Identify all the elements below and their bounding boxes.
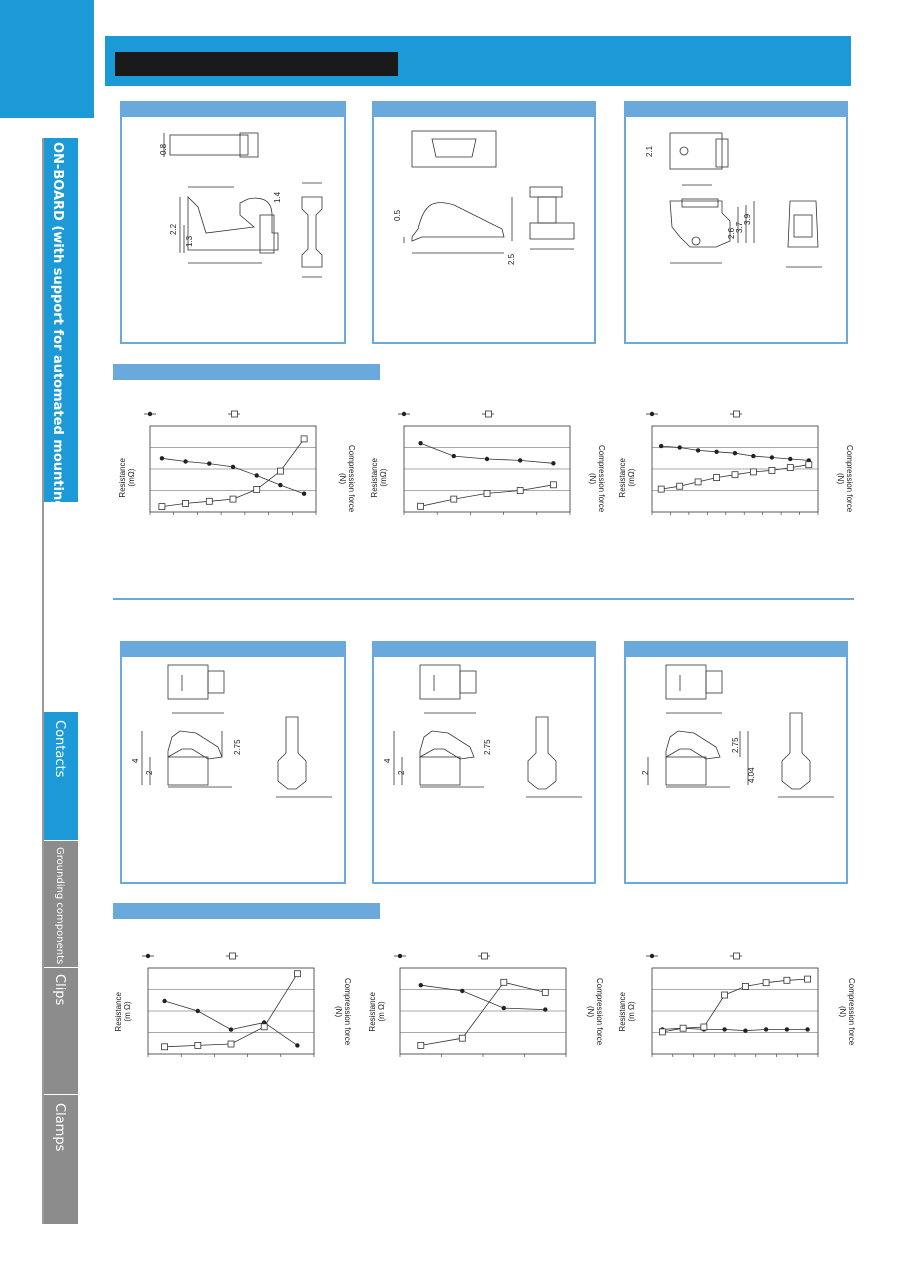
resistance-point [295,1043,299,1047]
resistance-point [751,454,755,458]
resistance-point [162,999,166,1003]
chart-legend [144,411,240,417]
dim-label: 2 [145,770,154,775]
force-point [722,992,728,998]
dim-label: 3.9 [743,213,752,225]
dim-label: 2.1 [645,145,654,157]
sidebar-tab-label: Clamps [52,1103,67,1152]
resistance-point [196,1009,200,1013]
drawing-panel-2 [372,101,596,344]
legend-marker-force [734,953,740,959]
force-axis-label: Compression force (N) [838,978,856,1046]
resistance-point [788,457,792,461]
resistance-point [659,444,663,448]
dimension-drawing-2 [374,117,594,342]
force-axis-label: Compression force (N) [334,978,352,1046]
resistance-point [485,457,489,461]
resistance-axis-label: Resistance (m Ω) [114,992,132,1032]
legend-marker-resistance [148,412,152,416]
sidebar-tab-label: Clips [52,974,67,1006]
legend-marker-resistance [398,954,402,958]
dim-label: 2.6 [727,227,736,239]
section-bar-characteristics-1 [113,364,380,380]
force-point [484,490,490,496]
legend-marker-resistance [650,954,654,958]
dim-label: 2.5 [507,253,516,265]
sidebar-main-label: ON-BOARD (with support for automated mounting) [50,142,65,516]
dim-label: 1.4 [273,191,282,203]
force-line [421,982,546,1045]
drawing-panel-1 [120,101,346,344]
force-point [230,496,236,502]
resistance-point [418,441,422,445]
dim-label: 2 [641,770,650,775]
resistance-axis-label: Resistance (mΩ) [618,458,636,498]
dim-label: 2 [397,770,406,775]
dimension-drawing-5 [374,657,594,882]
force-point [294,971,300,977]
resistance-point [183,459,187,463]
force-point [301,436,307,442]
drawing-panel-5 [372,641,596,884]
legend-marker-resistance [402,412,406,416]
resistance-point [255,473,259,477]
resistance-point [805,1027,809,1031]
sidebar-tab-contacts[interactable] [44,712,78,840]
force-point [784,977,790,983]
force-point [206,498,212,504]
dim-label: 0.5 [393,209,402,221]
resistance-point [714,450,718,454]
resistance-axis-label: Resistance (mΩ) [370,458,388,498]
chart-4 [108,940,358,1070]
force-point [183,500,189,506]
chart-legend [398,411,494,417]
force-point [714,475,720,481]
force-point [805,976,811,982]
force-point [677,483,683,489]
section-divider [113,598,854,600]
chart-svg [108,940,358,1070]
sidebar-tab-clips[interactable] [44,968,78,1094]
chart-6 [612,940,862,1070]
force-point [550,482,556,488]
resistance-point [207,461,211,465]
force-point [277,468,283,474]
sidebar-main-tab[interactable] [44,138,78,516]
resistance-point [743,1029,747,1033]
resistance-point [231,465,235,469]
resistance-axis-label: Resistance (mΩ) [118,458,136,498]
force-point [451,496,457,502]
resistance-point [419,983,423,987]
dimension-drawing-6 [626,657,846,882]
force-point [228,1041,234,1047]
resistance-point [518,458,522,462]
force-point [750,469,756,475]
force-point [459,1035,465,1041]
force-point [680,1025,686,1031]
drawing-panel-6 [624,641,848,884]
resistance-point [696,448,700,452]
chart-legend [142,953,238,959]
force-point [418,503,424,509]
section-bar-characteristics-2 [113,903,380,919]
page-title-box [115,52,398,76]
dim-label: 4 [383,758,392,763]
resistance-point [764,1027,768,1031]
resistance-point [722,1027,726,1031]
panel-header [374,643,594,657]
dim-label: 0.8 [159,143,168,155]
panel-header [122,643,344,657]
legend-marker-force [232,411,238,417]
force-point [517,488,523,494]
force-point [542,989,548,995]
force-axis-label: Compression force (N) [586,978,604,1046]
force-point [195,1042,201,1048]
sidebar-tab-grounding[interactable] [44,841,78,967]
resistance-point [229,1027,233,1031]
chart-5 [360,940,610,1070]
legend-marker-force [734,411,740,417]
dim-label: 2.75 [483,739,492,755]
dim-label: 3.7 [735,221,744,233]
force-point [659,1029,665,1035]
sidebar-top-block [0,0,94,118]
force-point [787,465,793,471]
resistance-point [460,989,464,993]
force-point [501,979,507,985]
legend-marker-resistance [146,954,150,958]
resistance-line [421,985,546,1009]
dim-label: 1.3 [185,235,194,247]
force-point [769,467,775,473]
force-point [806,462,812,468]
chart-3 [612,400,862,530]
drawing-panel-4 [120,641,346,884]
resistance-point [733,451,737,455]
dim-label: 4.04 [747,767,756,783]
legend-marker-resistance [650,412,654,416]
force-point [159,504,165,510]
force-point [162,1044,168,1050]
drawing-panel-3 [624,101,848,344]
resistance-line [162,458,304,493]
dimension-drawing-4 [122,657,344,882]
chart-legend [646,953,742,959]
chart-legend [646,411,742,417]
chart-1 [110,400,360,530]
sidebar-tab-clamps[interactable] [44,1095,78,1224]
panel-header [626,103,846,117]
resistance-point [543,1007,547,1011]
legend-marker-force [486,411,492,417]
resistance-axis-label: Resistance (m Ω) [618,992,636,1032]
panel-header [374,103,594,117]
resistance-point [452,454,456,458]
force-point [254,486,260,492]
dimension-drawing-3 [626,117,846,342]
resistance-axis-label: Resistance (m Ω) [368,992,386,1032]
chart-svg [612,940,862,1070]
resistance-point [678,445,682,449]
force-point [742,983,748,989]
force-axis-label: Compression force (N) [338,445,356,513]
legend-marker-force [230,953,236,959]
force-point [701,1024,707,1030]
force-line [165,974,298,1047]
resistance-point [278,483,282,487]
force-point [732,472,738,478]
chart-svg [612,400,862,530]
force-axis-label: Compression force (N) [836,445,854,513]
resistance-point [551,461,555,465]
dim-label: 2.2 [169,223,178,235]
chart-svg [360,940,610,1070]
force-point [261,1024,267,1030]
force-point [658,486,664,492]
dimension-drawing-1 [122,117,344,342]
chart-svg [362,400,612,530]
sidebar-tab-label: Grounding components [54,847,65,965]
force-point [418,1042,424,1048]
chart-legend [394,953,490,959]
resistance-point [502,1006,506,1010]
force-line [662,979,807,1032]
chart-svg [110,400,360,530]
force-axis-label: Compression force (N) [588,445,606,513]
panel-header [626,643,846,657]
legend-marker-force [482,953,488,959]
resistance-point [770,455,774,459]
panel-header [122,103,344,117]
resistance-point [302,492,306,496]
chart-2 [362,400,612,530]
dim-label: 2.75 [233,739,242,755]
resistance-line [165,1001,298,1045]
resistance-point [785,1027,789,1031]
force-point [695,479,701,485]
sidebar-tab-label: Contacts [52,720,67,778]
dim-label: 2.75 [731,737,740,753]
dim-label: 4 [131,758,140,763]
resistance-point [160,456,164,460]
force-point [763,980,769,986]
